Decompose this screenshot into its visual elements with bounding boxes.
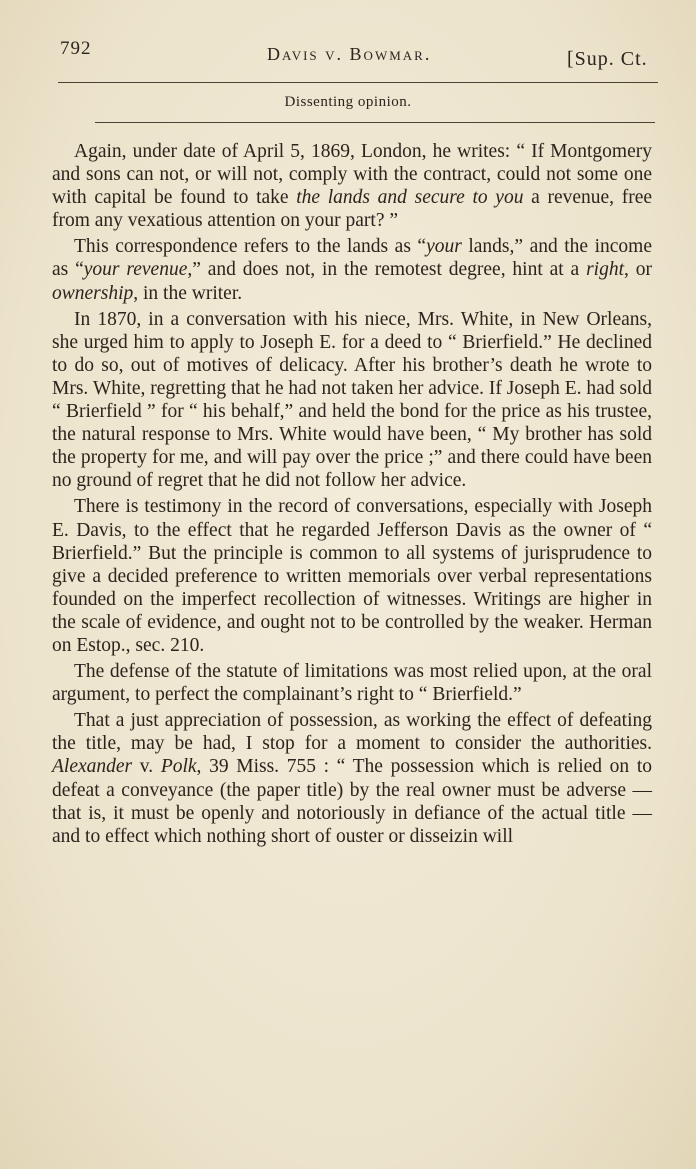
- paragraph-5: The defense of the statute of limitations was most relied upon, at the oral argument, to perfect the complainant’s right to “ Brierfield.”: [52, 661, 652, 706]
- header-rule: [58, 82, 658, 83]
- paragraph-3: In 1870, in a conversation with his niece, Mrs. White, in New Orleans, she urged him to apply to Joseph E. for a deed to “ Brierfield.” He declined to do so, out of motives of delicacy. After his brother’s death he wrote to Mrs. White, regretting that he had not taken her advice. If Joseph E. had sold “ Brierfield ” for “ his behalf,” and held the bond for the price as his trustee, the natural response to Mrs. White would have been, “ My brother has sold the property for me, and will pay over the price ;” and there could have been no ground of regret that he did not follow her advice.: [52, 308, 652, 492]
- subheading-rule: [95, 122, 655, 123]
- page-number: 792: [60, 38, 92, 59]
- opinion-body: [52, 140, 652, 851]
- paragraph-4: There is testimony in the record of conversations, especially with Joseph E. Davis, to the effect that he regarded Jefferson Davis as the owner of “ Brierfield.” But the principle is common to all systems of jurisprudence to give a decided preference to written memorials over verbal representations founded on the imperfect recollection of witnesses. Writings are higher in the scale of evidence, and ought not to be controlled by the weaker. Herman on Estop., sec. 210.: [52, 496, 652, 656]
- paragraph-6: That a just appreciation of possession, as working the effect of defeating the title, may be had, I stop for a moment to consider the authorities. Alexander v. Polk, 39 Miss. 755 : “ The possession which is relied on to defeat a conveyance (the paper title) by the real owner must be adverse — that is, it must be openly and notoriously in defiance of the actual title — and to effect which nothing short of ouster or disseizin will: [52, 710, 652, 847]
- page-header: [52, 38, 664, 78]
- section-subheading: Dissenting opinion.: [284, 94, 412, 110]
- court-abbreviation: [Sup. Ct.: [567, 48, 648, 70]
- running-title: Davis v. Bowmar.: [267, 44, 432, 64]
- paragraph-2: This correspondence refers to the lands as “your lands,” and the income as “your revenue,” and does not, in the remotest degree, hint at a right, or ownership, in the writer.: [52, 236, 652, 304]
- paragraph-1: Again, under date of April 5, 1869, London, he writes: “ If Montgomery and sons can not, or will not, comply with the contract, could not some one with capital be found to take the lands and secure to you a revenue, free from any vexatious attention on your part? ”: [52, 141, 653, 232]
